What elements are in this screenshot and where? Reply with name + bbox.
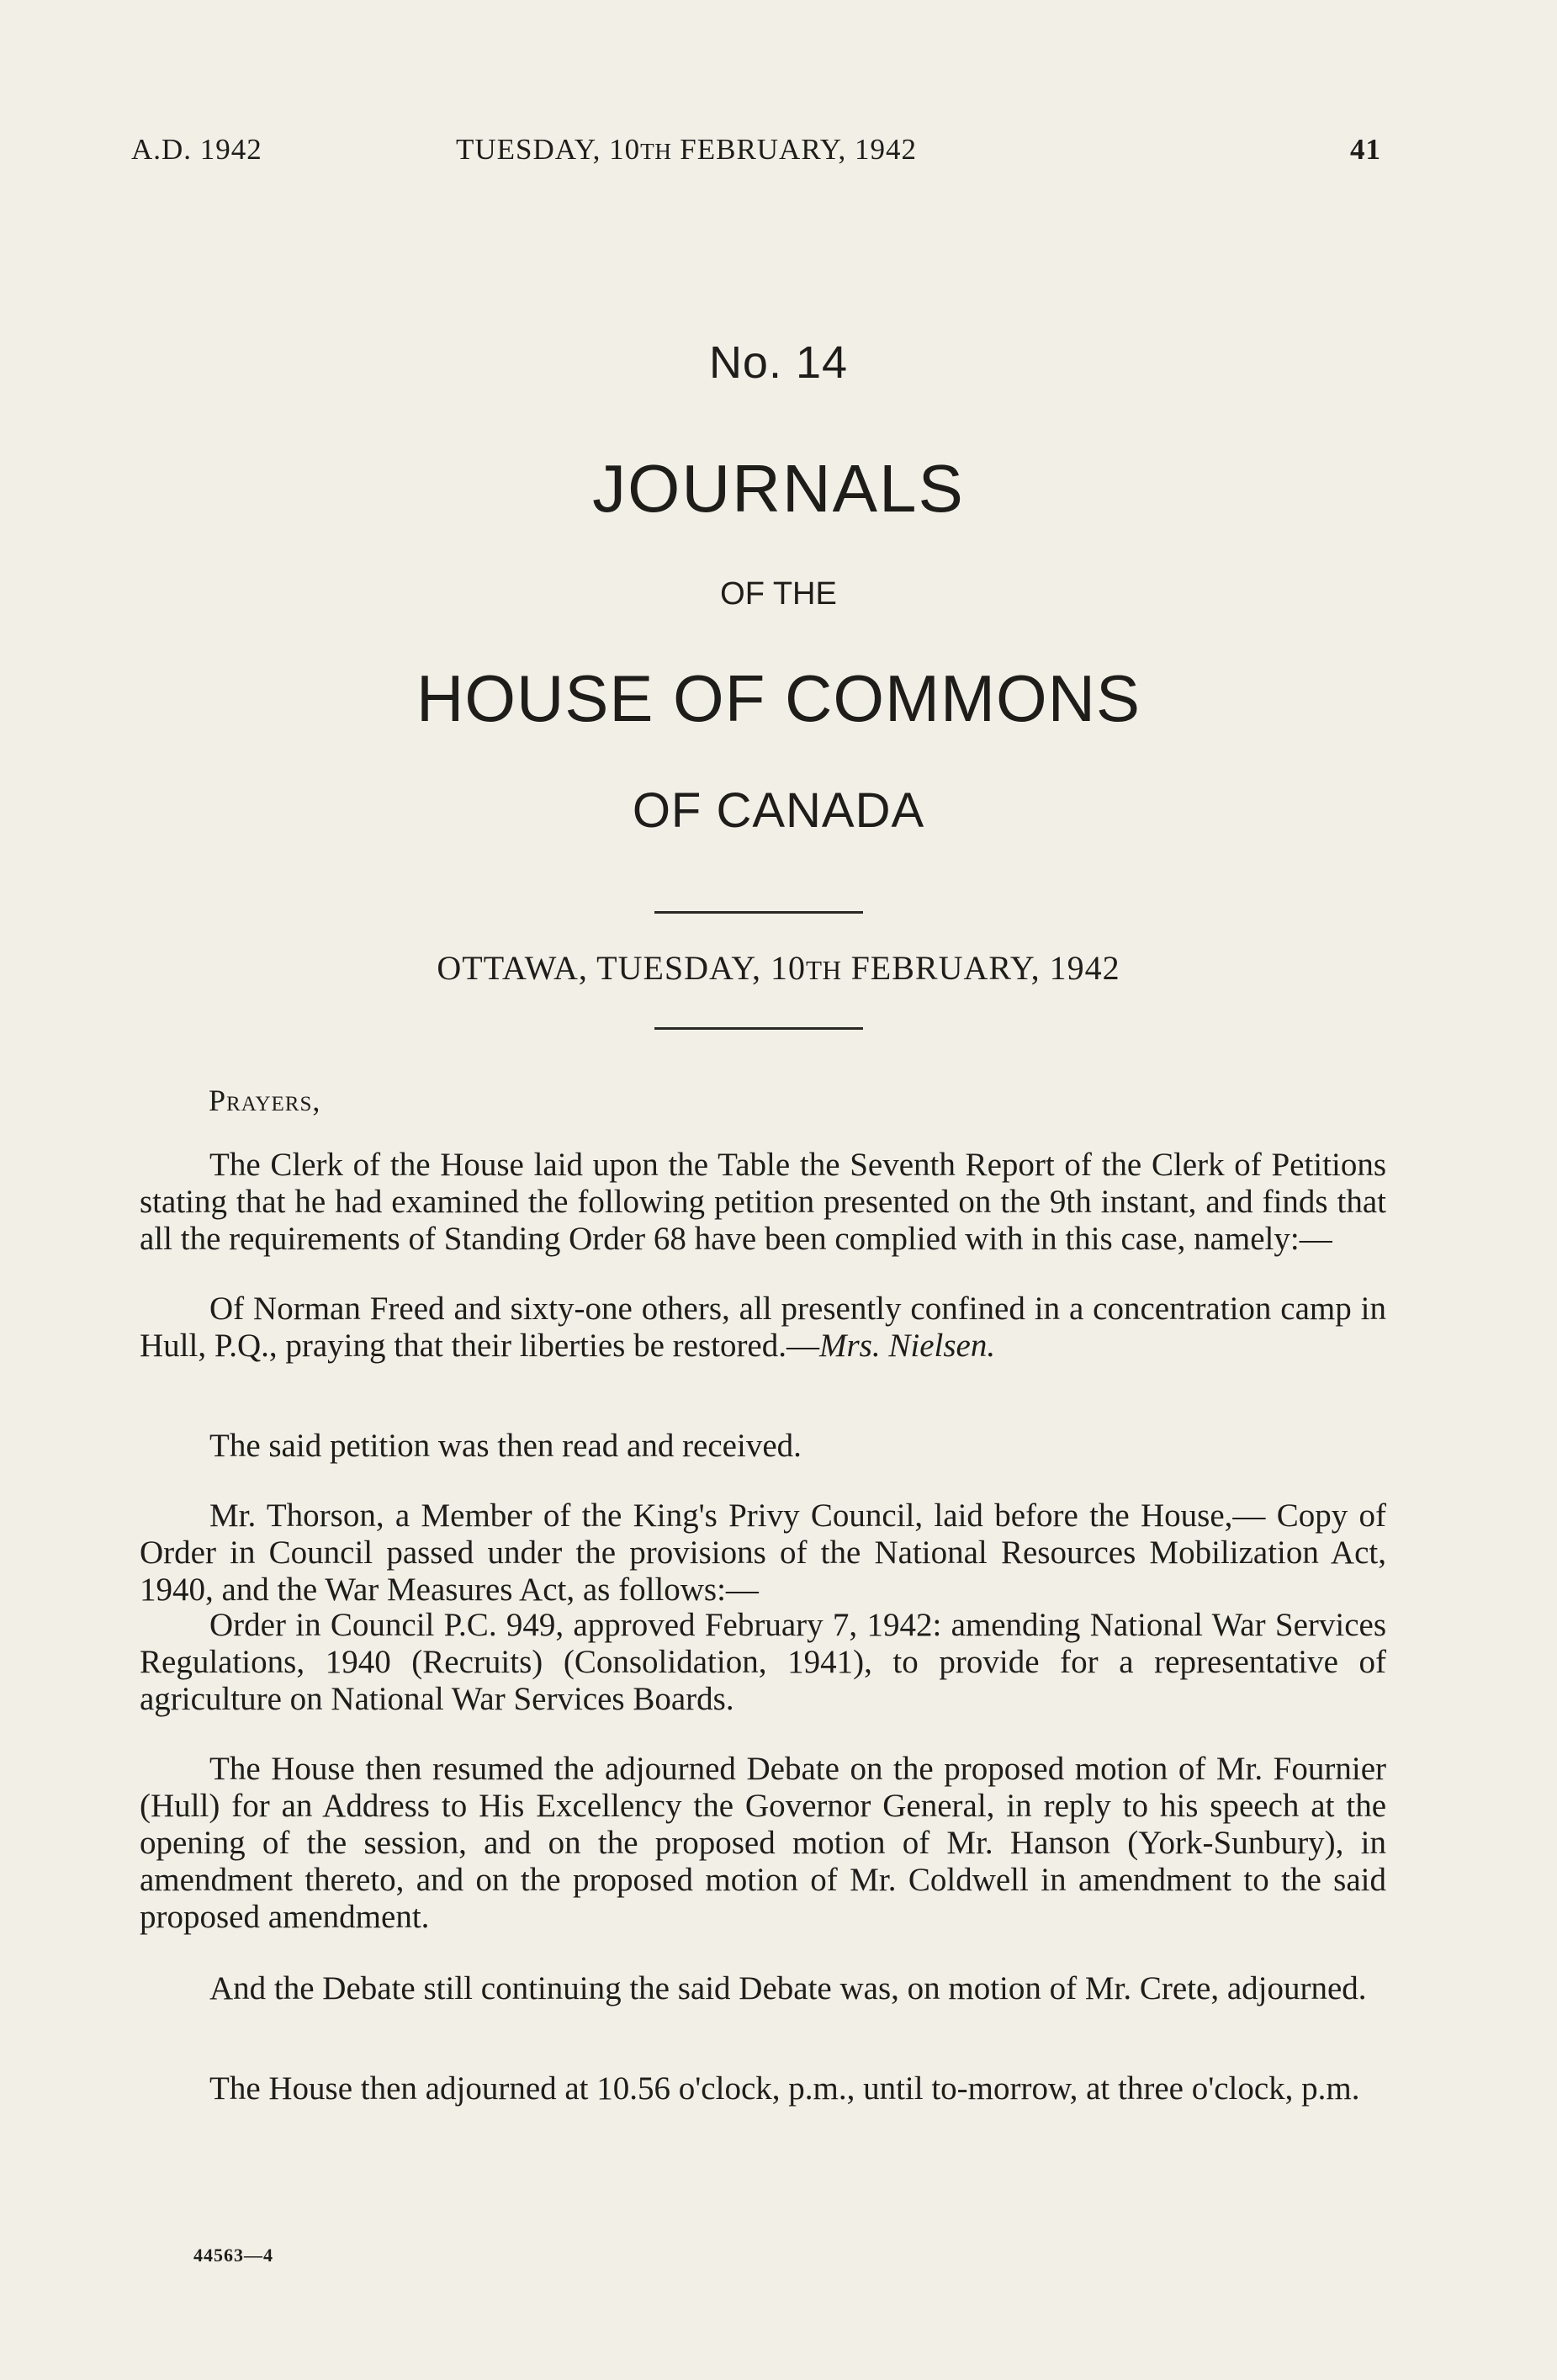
paragraph-adjournment xyxy=(140,2070,1386,2107)
petition-text: Of Norman Freed and sixty-one others, all presently confined in a concentration camp in Hull, P.Q., praying that their liberties be restored.— xyxy=(140,1291,1386,1364)
clerk-report-text: The Clerk of the House laid upon the Table the Seventh Report of the Clerk of Petitions stating that he had examined the following petition presented on the 9th instant, and finds that all the requirements of Standing Order 68 have been complied with in this case, namely:— xyxy=(140,1147,1386,1257)
paragraph-petition xyxy=(140,1291,1386,1365)
paragraph-clerk-report xyxy=(140,1147,1386,1258)
debate-continuing-text: And the Debate still continuing the said Debate was, on motion of Mr. Crete, adjourned. xyxy=(209,1970,1367,2006)
prayers-text: Prayers, xyxy=(209,1084,321,1117)
issue-number: No. 14 xyxy=(708,337,849,388)
header-date xyxy=(456,133,917,167)
dateline-suffix: TH xyxy=(805,956,842,985)
title-of-canada: OF CANADA xyxy=(632,783,925,838)
title-journals: JOURNALS xyxy=(592,451,965,526)
sitting-dateline xyxy=(0,948,1557,988)
adjournment-text: The House then adjourned at 10.56 o'clock, p.m., until to-morrow, at three o'clock, p.m. xyxy=(209,2070,1360,2107)
divider-rule xyxy=(654,1027,863,1030)
title-of-the: OF THE xyxy=(720,576,837,612)
prayers-heading xyxy=(209,1083,320,1118)
petition-paragraph xyxy=(140,1291,1386,1365)
paragraph-debate xyxy=(140,1751,1386,1936)
paragraph-petition-read xyxy=(140,1428,1386,1465)
order-in-council-text: Order in Council P.C. 949, approved February 7, 1942: amending National War Services Regulations, 1940 (Recruits) (Consolidation, 1941), to provide for a representative of agriculture on National War Services Boards. xyxy=(140,1607,1386,1717)
paragraph-order-in-council xyxy=(140,1607,1386,1718)
header-date-suffix: TH xyxy=(640,139,672,164)
page-number: 41 xyxy=(1350,133,1381,166)
dateline-prefix: OTTAWA, TUESDAY, 10 xyxy=(437,949,806,987)
paragraph-debate-continuing xyxy=(140,1970,1386,2007)
petition-member: Mrs. Nielsen. xyxy=(819,1328,996,1364)
running-header xyxy=(131,133,1385,175)
debate-text: The House then resumed the adjourned Debate on the proposed motion of Mr. Fournier (Hull) for an Address to His Excellency the Governor General, in reply to his speech at the opening of the session, and on the proposed motion of Mr. Hanson (York-Sunbury), in amendment thereto, and on the proposed motion of Mr. Coldwell in amendment to the said proposed amendment. xyxy=(140,1751,1386,1935)
header-date-rest: FEBRUARY, 1942 xyxy=(671,133,918,166)
thorson-text: Mr. Thorson, a Member of the King's Privy Council, laid before the House,— Copy of Order in Council passed under the provisions of the National Resources Mobilization Act, 1940, and the War Measures Act, as follows:— xyxy=(140,1497,1386,1608)
petition-read-text: The said petition was then read and received. xyxy=(209,1428,802,1464)
title-house-of-commons: HOUSE OF COMMONS xyxy=(416,661,1141,735)
header-date-prefix: TUESDAY, 10 xyxy=(456,133,641,166)
header-year: A.D. 1942 xyxy=(131,133,262,166)
print-code: 44563—4 xyxy=(193,2245,273,2266)
divider-rule xyxy=(654,911,863,914)
paragraph-thorson xyxy=(140,1497,1386,1609)
dateline-rest: FEBRUARY, 1942 xyxy=(841,949,1120,987)
